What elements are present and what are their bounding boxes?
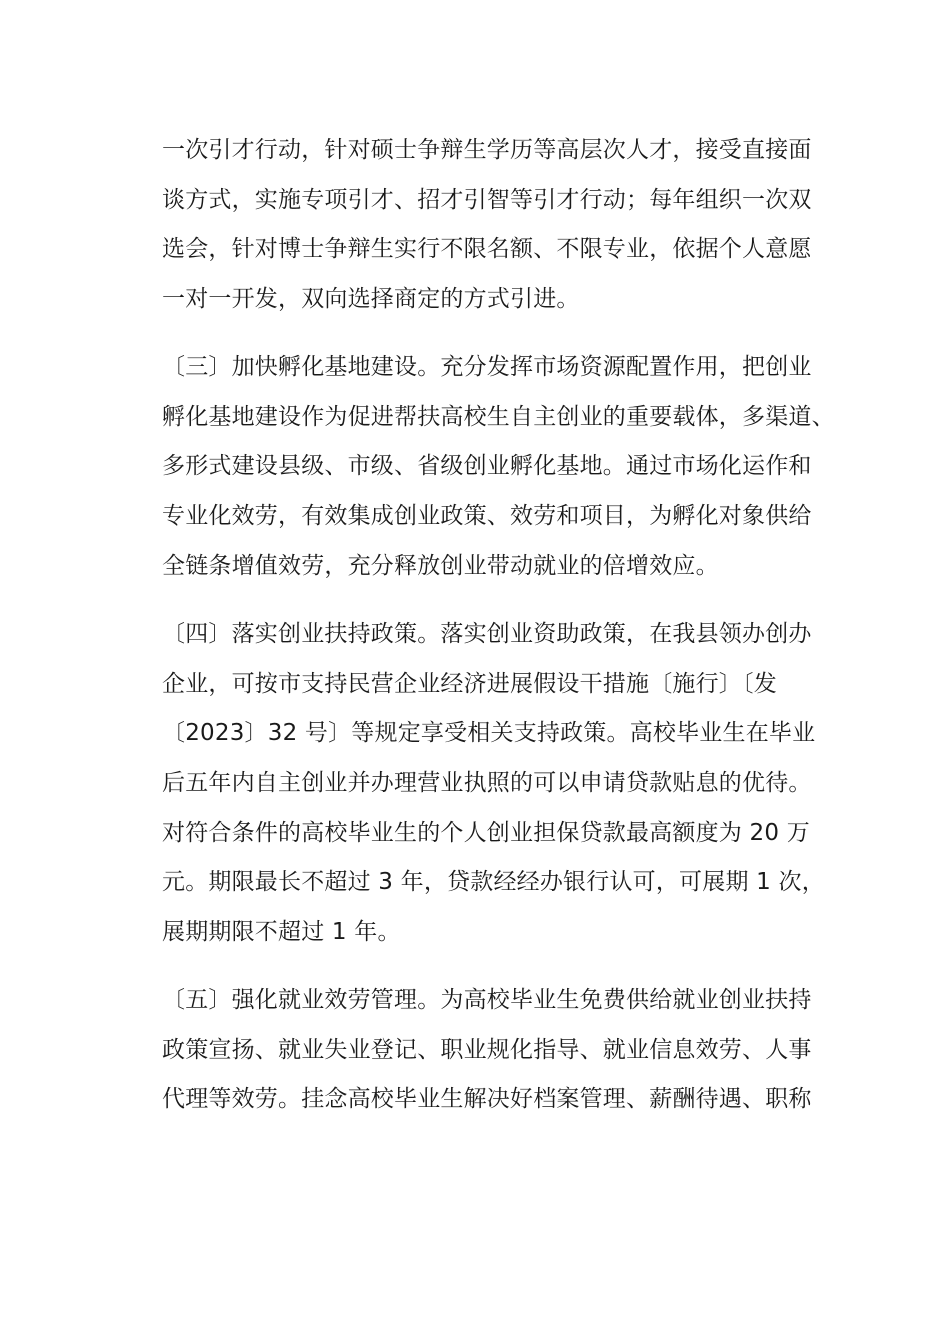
- text-line: 后五年内自主创业并办理营业执照的可以申请贷款贴息的优待。: [162, 770, 812, 796]
- text-line: 元。期限最长不超过 3 年，贷款经经办银行认可，可展期 1 次，: [162, 869, 825, 895]
- text-line: 代理等效劳。挂念高校毕业生解决好档案管理、薪酬待遇、职称: [162, 1086, 812, 1112]
- text-line: 多形式建设县级、市级、省级创业孵化基地。通过市场化运作和: [162, 453, 812, 479]
- text-line: 政策宣扬、就业失业登记、职业规化指导、就业信息效劳、人事: [162, 1037, 812, 1063]
- text-line: 孵化基地建设作为促进帮扶高校生自主创业的重要载体，多渠道、: [162, 404, 835, 430]
- text-line: 企业，可按市支持民营企业经济进展假设干措施〔施行〕〔发: [162, 671, 777, 697]
- text-line: 〔四〕落实创业扶持政策。落实创业资助政策，在我县领办创办: [162, 621, 812, 647]
- text-line: 〔五〕强化就业效劳管理。为高校毕业生免费供给就业创业扶持: [162, 987, 812, 1013]
- text-line: 一对一开发，双向选择商定的方式引进。: [162, 286, 580, 312]
- text-line: 专业化效劳，有效集成创业政策、效劳和项目，为孵化对象供给: [162, 503, 812, 529]
- text-line: 〔2023〕32 号〕等规定享受相关支持政策。高校毕业生在毕业: [162, 720, 816, 746]
- text-line: 〔三〕加快孵化基地建设。充分发挥市场资源配置作用，把创业: [162, 354, 812, 380]
- text-line: 一次引才行动，针对硕士争辩生学历等高层次人才，接受直接面: [162, 137, 812, 163]
- text-line: 全链条增值效劳，充分释放创业带动就业的倍增效应。: [162, 553, 719, 579]
- text-line: 对符合条件的高校毕业生的个人创业担保贷款最高额度为 20 万: [162, 820, 810, 846]
- text-line: 选会，针对博士争辩生实行不限名额、不限专业，依据个人意愿: [162, 236, 812, 262]
- text-line: 谈方式，实施专项引才、招才引智等引才行动；每年组织一次双: [162, 187, 812, 213]
- text-line: 展期期限不超过 1 年。: [162, 919, 401, 945]
